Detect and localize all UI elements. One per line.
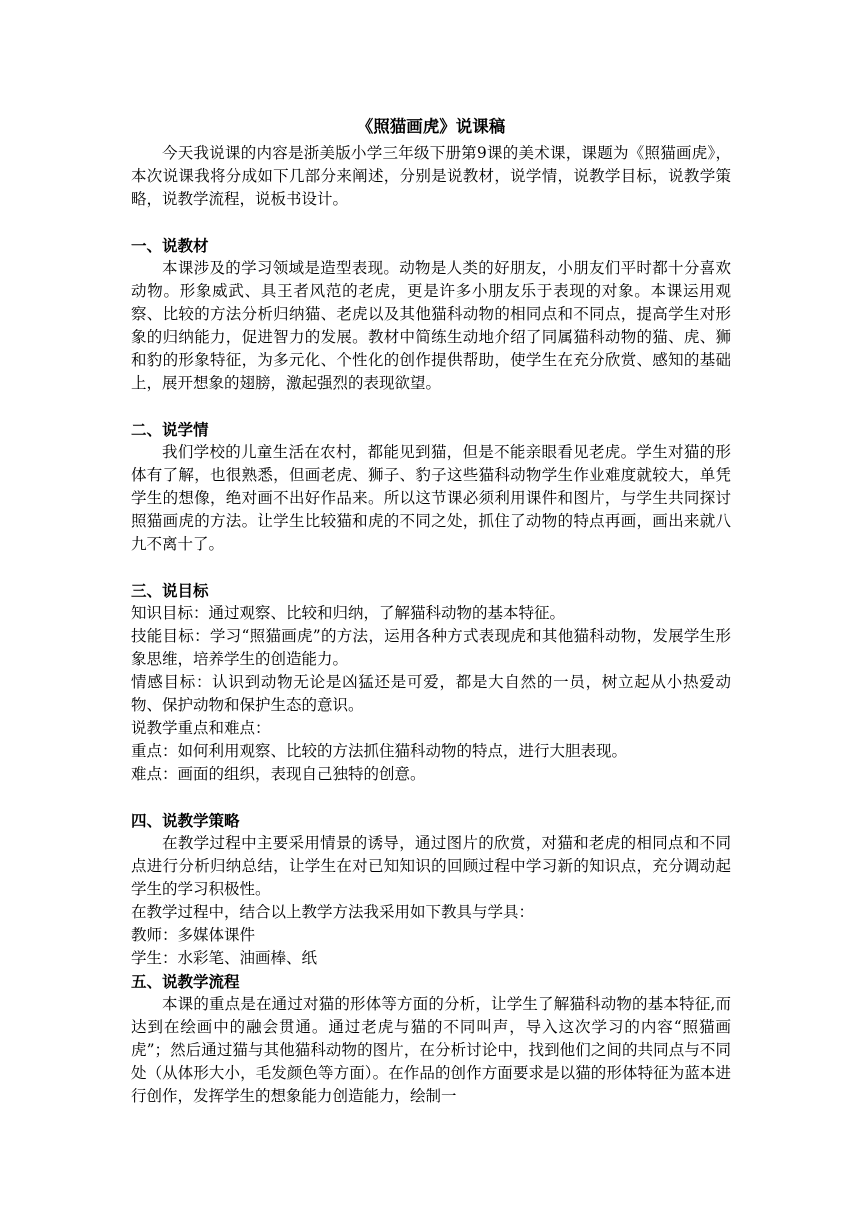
section-heading-textbook: 一、说教材 [131,236,209,255]
section-heading-goals: 三、说目标 [131,581,209,600]
document-title: 《照猫画虎》说课稿 [356,117,506,136]
section-body-textbook: 本课涉及的学习领域是造型表现。动物是人类的好朋友，小朋友们平时都十分喜欢动物。形象威武、具王者风范的老虎，更是许多小朋友乐于表现的对象。本课运用观察、比较的方法分析归纳猫、老虎以及其他猫科动物的相同点和不同点，提高学生对形象的归纳能力，促进智力的发展。教材中简练生动地介绍了同属猫科动物的猫、虎、狮和豹的形象特征，为多元化、个性化的创作提供帮助，使学生在充分欣赏、感知的基础上，展开想象的翅膀，激起强烈的表现欲望。 [131,259,731,392]
tools-intro: 在教学过程中，结合以上教学方法我采用如下教具与学具： [131,903,535,921]
goal-knowledge: 知识目标：通过观察、比较和归纳，了解猫科动物的基本特征。 [131,604,566,622]
spacer [131,786,731,809]
goal-emotion: 情感目标：认识到动物无论是凶猛还是可爱，都是大自然的一员，树立起从小热爱动物、保护动物和保护生态的意识。 [131,673,731,714]
spacer [131,395,731,418]
section-heading-students: 二、说学情 [131,420,209,439]
goal-skill: 技能目标：学习“照猫画虎”的方法，运用各种方式表现虎和其他猫科动物，发展学生形象思维，培养学生的创造能力。 [131,627,731,668]
key-point: 重点：如何利用观察、比较的方法抓住猫科动物的特点，进行大胆表现。 [131,742,628,760]
section-body-students: 我们学校的儿童生活在农村，都能见到猫，但是不能亲眼看见老虎。学生对猫的形体有了解，也很熟悉，但画老虎、狮子、豹子这些猫科动物学生作业难度就较大，单凭学生的想像，绝对画不出好作品来。所以这节课必须利用课件和图片，与学生共同探讨照猫画虎的方法。让学生比较猫和虎的不同之处，抓住了动物的特点再画，画出来就八九不离十了。 [131,443,731,553]
section-heading-process: 五、说教学流程 [131,972,240,991]
section-body-process: 本课的重点是在通过对猫的形体等方面的分析，让学生了解猫科动物的基本特征,而达到在绘画中的融会贯通。通过老虎与猫的不同叫声，导入这次学习的内容“照猫画虎”；然后通过猫与其他猫科动物的图片，在分析讨论中，找到他们之间的共同点与不同处（从体形大小，毛发颜色等方面）。在作品的创作方面要求是以猫的形体特征为蓝本进行创作，发挥学生的想象能力创造能力，绘制一 [131,995,731,1105]
section-body-strategy: 在教学过程中主要采用情景的诱导，通过图片的欣赏，对猫和老虎的相同点和不同点进行分析归纳总结，让学生在对已知知识的回顾过程中学习新的知识点，充分调动起学生的学习积极性。 [131,834,731,898]
tools-student: 学生：水彩笔、油画棒、纸 [131,949,318,967]
spacer [131,556,731,579]
spacer [131,211,731,234]
section-heading-strategy: 四、说教学策略 [131,811,240,830]
tools-teacher: 教师：多媒体课件 [131,926,256,944]
document-page [131,112,731,1108]
key-points-label: 说教学重点和难点： [131,719,271,737]
intro-paragraph: 今天我说课的内容是浙美版小学三年级下册第9课的美术课，课题为《照猫画虎》，本次说课我将分成如下几部分来阐述，分别是说教材，说学情，说教学目标，说教学策略，说教学流程，说板书设计。 [131,144,731,208]
difficult-point: 难点：画面的组织，表现自己独特的创意。 [131,765,426,783]
